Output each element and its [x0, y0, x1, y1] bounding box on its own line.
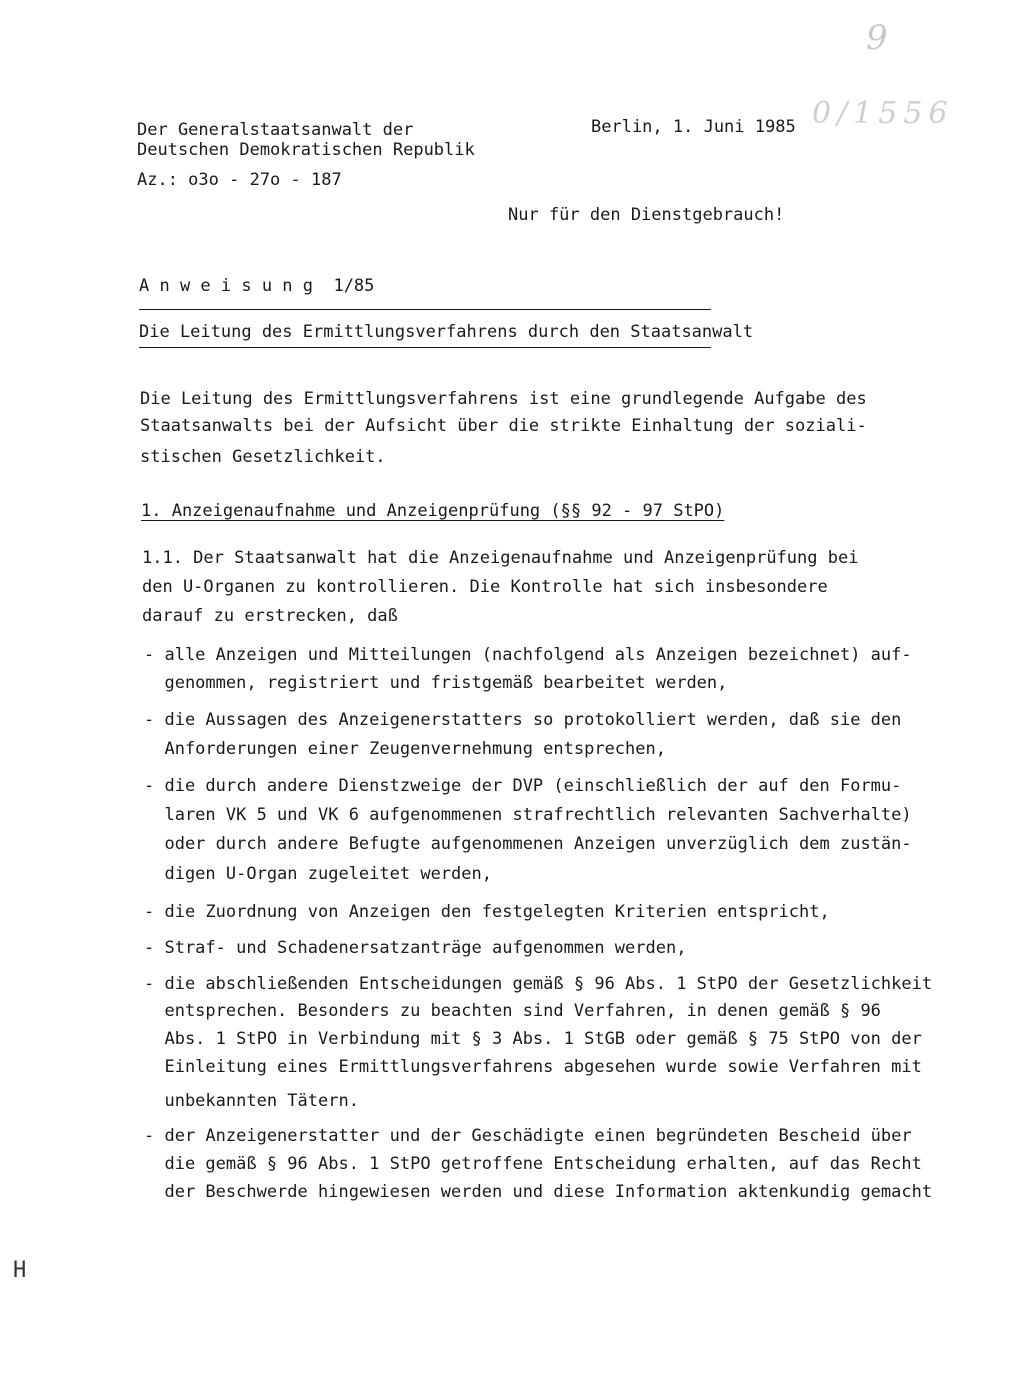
para-1-1-line-2: den U-Organen zu kontrollieren. Die Kontrolle hat sich insbesondere: [142, 577, 828, 597]
list-item-7-line-2: die gemäß § 96 Abs. 1 StPO getroffene Entscheidung erhalten, auf das Recht: [144, 1154, 922, 1174]
list-item-6-line-4: Einleitung eines Ermittlungsverfahrens abgesehen wurde sowie Verfahren mit: [144, 1057, 922, 1077]
intro-line-2: Staatsanwalts bei der Aufsicht über die strikte Einhaltung der soziali-: [140, 416, 867, 436]
margin-mark: H: [13, 1258, 27, 1283]
list-item-4-line-1: - die Zuordnung von Anzeigen den festgelegten Kriterien entspricht,: [144, 902, 830, 922]
title-rule-top: [139, 309, 711, 310]
list-item-6-line-5: unbekannten Tätern.: [144, 1091, 359, 1111]
list-item-6-line-3: Abs. 1 StPO in Verbindung mit § 3 Abs. 1 StGB oder gemäß § 75 StPO von der: [144, 1029, 922, 1049]
file-number: Az.: o3o - 27o - 187: [137, 170, 342, 190]
list-item-3-line-2: laren VK 5 und VK 6 aufgenommenen strafrechtlich relevanten Sachverhalte): [144, 805, 912, 825]
list-item-2-line-1: - die Aussagen des Anzeigenerstatters so protokolliert werden, daß sie den: [144, 710, 902, 730]
list-item-5-line-1: - Straf- und Schadenersatzanträge aufgenommen werden,: [144, 938, 687, 958]
intro-line-1: Die Leitung des Ermittlungsverfahrens ist eine grundlegende Aufgabe des: [140, 389, 867, 409]
instruction-label: A n w e i s u n g 1/85: [139, 276, 375, 296]
para-1-1-line-1: 1.1. Der Staatsanwalt hat die Anzeigenaufnahme und Anzeigenprüfung bei: [142, 548, 859, 568]
list-item-1-line-1: - alle Anzeigen und Mitteilungen (nachfolgend als Anzeigen bezeichnet) auf-: [144, 645, 912, 665]
list-item-1-line-2: genommen, registriert und fristgemäß bearbeitet werden,: [144, 673, 728, 693]
place-date: Berlin, 1. Juni 1985: [591, 117, 796, 137]
list-item-3-line-1: - die durch andere Dienstzweige der DVP (einschließlich der auf den Formu-: [144, 776, 902, 796]
list-item-2-line-2: Anforderungen einer Zeugenvernehmung entsprechen,: [144, 739, 666, 759]
sender-line-1: Der Generalstaatsanwalt der: [137, 120, 414, 140]
list-item-3-line-3: oder durch andere Befugte aufgenommenen Anzeigen unverzüglich dem zustän-: [144, 834, 912, 854]
classification-note: Nur für den Dienstgebrauch!: [508, 205, 785, 225]
list-item-7-line-3: der Beschwerde hingewiesen werden und diese Information aktenkundig gemacht: [144, 1182, 933, 1202]
list-item-3-line-4: digen U-Organ zugeleitet werden,: [144, 864, 492, 884]
list-item-6-line-1: - die abschließenden Entscheidungen gemäß § 96 Abs. 1 StPO der Gesetzlichkeit: [144, 974, 933, 994]
intro-line-3: stischen Gesetzlichkeit.: [140, 447, 386, 467]
sender-line-2: Deutschen Demokratischen Republik: [137, 140, 475, 160]
handwritten-archive-number: 0/1556: [812, 96, 954, 131]
instruction-title: Die Leitung des Ermittlungsverfahrens durch den Staatsanwalt: [139, 322, 754, 342]
list-item-6-line-2: entsprechen. Besonders zu beachten sind Verfahren, in denen gemäß § 96: [144, 1001, 881, 1021]
para-1-1-line-3: darauf zu erstrecken, daß: [142, 606, 398, 626]
handwritten-page-number: 9: [866, 18, 888, 58]
title-rule-bottom: [139, 347, 711, 348]
section-1-heading: 1. Anzeigenaufnahme und Anzeigenprüfung (§§ 92 - 97 StPO): [141, 501, 725, 521]
list-item-7-line-1: - der Anzeigenerstatter und der Geschädigte einen begründeten Bescheid über: [144, 1126, 912, 1146]
